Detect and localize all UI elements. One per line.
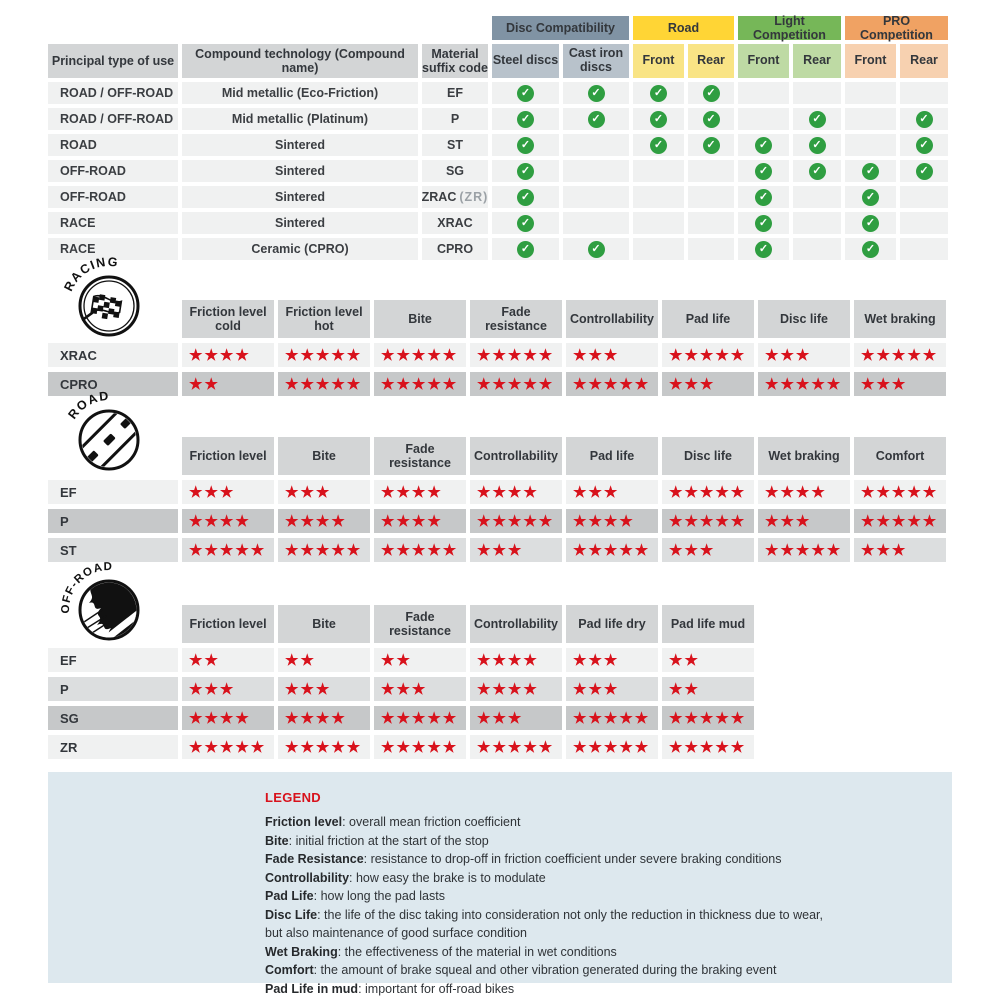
compat-tech-cell: Mid metallic (Platinum)	[182, 108, 418, 130]
compat-check-cell	[633, 134, 684, 156]
rating-row-label: P	[48, 677, 178, 701]
rating-column-header: Pad life mud	[662, 605, 754, 643]
check-icon: ✓	[755, 215, 772, 232]
check-icon: ✓	[588, 241, 605, 258]
legend-line: Fade Resistance: resistance to drop-off in friction coefficient under severe braking conditions	[265, 852, 782, 866]
rating-column-header: Controllability	[566, 300, 658, 338]
sub-header: Front	[738, 44, 789, 78]
star-rating: ★★★★	[374, 509, 466, 533]
check-icon: ✓	[517, 241, 534, 258]
star-rating: ★★★★★	[758, 538, 850, 562]
compat-check-cell	[900, 134, 948, 156]
compat-check-cell	[492, 212, 559, 234]
offroad-table	[48, 605, 754, 759]
check-icon: ✓	[809, 111, 826, 128]
rating-row-label: CPRO	[48, 372, 178, 396]
group-header: Disc Compatibility	[492, 16, 629, 40]
check-icon: ✓	[517, 111, 534, 128]
compat-check-cell	[738, 186, 789, 208]
legend-line: Controllability: how easy the brake is to modulate	[265, 870, 546, 885]
star-rating: ★★	[278, 648, 370, 672]
compat-check-cell	[688, 238, 734, 260]
star-rating: ★★★★★	[662, 735, 754, 759]
star-rating: ★★★★★	[374, 372, 466, 396]
compat-tech-cell: Sintered	[182, 160, 418, 182]
star-rating: ★★★	[566, 677, 658, 701]
star-rating: ★★★★★	[662, 480, 754, 504]
check-icon: ✓	[916, 163, 933, 180]
star-rating: ★★★★★	[566, 706, 658, 730]
check-icon: ✓	[650, 111, 667, 128]
compat-use-cell: RACE	[48, 212, 178, 234]
star-rating: ★★★★★	[374, 735, 466, 759]
rating-row-label: SG	[48, 706, 178, 730]
compat-check-cell	[793, 238, 841, 260]
check-icon: ✓	[650, 85, 667, 102]
star-rating: ★★★★★	[278, 735, 370, 759]
sub-header: Front	[633, 44, 684, 78]
compat-check-cell	[845, 82, 896, 104]
compat-check-cell	[793, 108, 841, 130]
star-rating: ★★★	[662, 538, 754, 562]
legend-term: Pad Life in mud	[265, 981, 359, 996]
column-header: Compound technology (Compound name)	[182, 44, 418, 78]
legend-term: Comfort	[265, 963, 314, 977]
rating-row-label: EF	[48, 480, 178, 504]
compat-code-cell: SG	[422, 160, 488, 182]
check-icon: ✓	[588, 111, 605, 128]
legend-term: Controllability	[265, 870, 350, 885]
legend-term: Friction level	[265, 815, 343, 829]
compat-table	[48, 16, 948, 260]
star-rating: ★★	[662, 677, 754, 701]
rating-row-label: ZR	[48, 735, 178, 759]
compat-check-cell	[563, 186, 629, 208]
compat-use-cell: ROAD / OFF-ROAD	[48, 82, 178, 104]
check-icon: ✓	[517, 163, 534, 180]
check-icon: ✓	[755, 137, 772, 154]
rating-column-header: Wet braking	[854, 300, 946, 338]
star-rating: ★★★★★	[278, 372, 370, 396]
legend-line: Pad Life: how long the pad lasts	[265, 889, 445, 903]
compat-check-cell	[563, 212, 629, 234]
group-header: Road	[633, 16, 734, 40]
rating-column-header: Bite	[278, 605, 370, 643]
check-icon: ✓	[862, 163, 879, 180]
compat-check-cell	[688, 186, 734, 208]
racing-table	[48, 300, 946, 396]
legend-line: Comfort: the amount of brake squeal and other vibration generated during the braking event	[265, 963, 777, 977]
compat-check-cell	[563, 108, 629, 130]
compat-check-cell	[793, 212, 841, 234]
compat-use-cell: OFF-ROAD	[48, 160, 178, 182]
star-rating: ★★	[182, 372, 274, 396]
legend-term: Bite	[265, 833, 289, 848]
compat-check-cell	[738, 134, 789, 156]
star-rating: ★★★★★	[662, 343, 754, 367]
star-rating: ★★★	[854, 372, 946, 396]
compat-check-cell	[688, 82, 734, 104]
compat-check-cell	[900, 186, 948, 208]
rating-column-header: Friction level	[182, 437, 274, 475]
star-rating: ★★	[374, 648, 466, 672]
compat-code-cell: ZRAC (ZR)	[422, 186, 488, 208]
star-rating: ★★★★★	[758, 372, 850, 396]
star-rating: ★★★	[470, 538, 562, 562]
compat-check-cell	[633, 108, 684, 130]
star-rating: ★★★★★	[566, 372, 658, 396]
sub-header: Rear	[900, 44, 948, 78]
legend-term: Fade Resistance	[265, 852, 364, 866]
star-rating: ★★★★★	[470, 372, 562, 396]
legend-title: LEGEND	[265, 790, 321, 805]
compat-check-cell	[738, 212, 789, 234]
compat-check-cell	[793, 186, 841, 208]
sub-header: Rear	[688, 44, 734, 78]
compat-check-cell	[793, 160, 841, 182]
legend-term: Disc Life	[265, 907, 318, 922]
column-header: Material suffix code	[422, 44, 488, 78]
star-rating: ★★★	[374, 677, 466, 701]
rating-column-header: Disc life	[758, 300, 850, 338]
check-icon: ✓	[916, 137, 933, 154]
star-rating: ★★★	[758, 343, 850, 367]
compat-check-cell	[845, 108, 896, 130]
star-rating: ★★★★★	[566, 538, 658, 562]
star-rating: ★★★★★	[662, 509, 754, 533]
star-rating: ★★★★	[566, 509, 658, 533]
rating-row-label: ST	[48, 538, 178, 562]
compat-check-cell	[738, 160, 789, 182]
check-icon: ✓	[755, 241, 772, 258]
road-table	[48, 437, 946, 562]
compat-check-cell	[845, 134, 896, 156]
compat-check-cell	[900, 238, 948, 260]
star-rating: ★★★★★	[854, 343, 946, 367]
compat-check-cell	[793, 82, 841, 104]
star-rating: ★★★★	[470, 677, 562, 701]
compat-check-cell	[845, 238, 896, 260]
check-icon: ✓	[809, 137, 826, 154]
star-rating: ★★★	[854, 538, 946, 562]
star-rating: ★★★★★	[854, 480, 946, 504]
star-rating: ★★★	[182, 480, 274, 504]
compat-check-cell	[900, 108, 948, 130]
rating-column-header: Fade resistance	[374, 605, 466, 643]
compat-check-cell	[688, 160, 734, 182]
star-rating: ★★★★	[470, 648, 562, 672]
compat-check-cell	[633, 212, 684, 234]
sub-header: Rear	[793, 44, 841, 78]
star-rating: ★★★	[662, 372, 754, 396]
compat-use-cell: OFF-ROAD	[48, 186, 178, 208]
compat-check-cell	[633, 186, 684, 208]
star-rating: ★★★	[278, 480, 370, 504]
star-rating: ★★★★★	[470, 735, 562, 759]
star-rating: ★★★	[182, 677, 274, 701]
offroad-label: OFF-ROAD	[59, 560, 114, 614]
legend-line: Bite: initial friction at the start of the stop	[265, 833, 489, 848]
compat-check-cell	[563, 160, 629, 182]
rating-column-header: Pad life dry	[566, 605, 658, 643]
star-rating: ★★★★	[374, 480, 466, 504]
rating-column-header: Controllability	[470, 437, 562, 475]
check-icon: ✓	[862, 241, 879, 258]
check-icon: ✓	[809, 163, 826, 180]
road-label: ROAD	[65, 390, 111, 422]
rating-row-label: XRAC	[48, 343, 178, 367]
compat-check-cell	[900, 212, 948, 234]
group-header: Light Competition	[738, 16, 841, 40]
compat-check-cell	[738, 238, 789, 260]
legend-panel	[48, 772, 952, 996]
legend-line: Disc Life: the life of the disc taking into consideration not only the reduction in thickness due to wear,	[265, 907, 823, 922]
compat-check-cell	[845, 160, 896, 182]
compat-check-cell	[633, 82, 684, 104]
compat-tech-cell: Ceramic (CPRO)	[182, 238, 418, 260]
star-rating: ★★★★★	[182, 735, 274, 759]
star-rating: ★★★★★	[374, 706, 466, 730]
check-icon: ✓	[703, 137, 720, 154]
legend-line: Wet Braking: the effectiveness of the material in wet conditions	[265, 944, 617, 959]
star-rating: ★★★★	[182, 706, 274, 730]
compat-check-cell	[900, 160, 948, 182]
check-icon: ✓	[517, 189, 534, 206]
star-rating: ★★★	[470, 706, 562, 730]
compat-use-cell: ROAD	[48, 134, 178, 156]
legend-term: Pad Life	[265, 889, 314, 903]
check-icon: ✓	[916, 111, 933, 128]
rating-column-header: Friction level	[182, 605, 274, 643]
rating-column-header: Friction level cold	[182, 300, 274, 338]
star-rating: ★★	[662, 648, 754, 672]
star-rating: ★★★★★	[278, 343, 370, 367]
check-icon: ✓	[755, 163, 772, 180]
star-rating: ★★★	[566, 480, 658, 504]
rating-row-label: EF	[48, 648, 178, 672]
star-rating: ★★★★★	[278, 538, 370, 562]
check-icon: ✓	[517, 85, 534, 102]
rating-column-header: Pad life	[566, 437, 658, 475]
legend-items	[265, 813, 932, 998]
check-icon: ✓	[517, 137, 534, 154]
compat-check-cell	[845, 186, 896, 208]
rating-column-header: Bite	[278, 437, 370, 475]
compat-check-cell	[563, 82, 629, 104]
compat-check-cell	[688, 108, 734, 130]
check-icon: ✓	[755, 189, 772, 206]
rating-column-header: Disc life	[662, 437, 754, 475]
rating-column-header: Pad life	[662, 300, 754, 338]
star-rating: ★★★★	[278, 706, 370, 730]
check-icon: ✓	[862, 215, 879, 232]
sub-header: Front	[845, 44, 896, 78]
compat-check-cell	[900, 82, 948, 104]
legend-line: Friction level: overall mean friction coefficient	[265, 815, 521, 829]
check-icon: ✓	[588, 85, 605, 102]
compat-check-cell	[563, 134, 629, 156]
star-rating: ★★★★	[470, 480, 562, 504]
star-rating: ★★★★★	[182, 538, 274, 562]
compat-check-cell	[492, 160, 559, 182]
star-rating: ★★★★★	[854, 509, 946, 533]
rating-row-label: P	[48, 509, 178, 533]
check-icon: ✓	[650, 137, 667, 154]
star-rating: ★★★	[566, 648, 658, 672]
check-icon: ✓	[517, 215, 534, 232]
compat-use-cell: ROAD / OFF-ROAD	[48, 108, 178, 130]
column-header: Principal type of use	[48, 44, 178, 78]
compat-check-cell	[492, 238, 559, 260]
sub-header: Steel discs	[492, 44, 559, 78]
compat-code-cell: CPRO	[422, 238, 488, 260]
compat-check-cell	[492, 82, 559, 104]
compat-code-cell: XRAC	[422, 212, 488, 234]
check-icon: ✓	[862, 189, 879, 206]
star-rating: ★★★★	[182, 509, 274, 533]
rating-column-header: Controllability	[470, 605, 562, 643]
sub-header: Cast iron discs	[563, 44, 629, 78]
star-rating: ★★★★★	[566, 735, 658, 759]
compat-check-cell	[492, 186, 559, 208]
compat-check-cell	[492, 134, 559, 156]
rating-column-header: Bite	[374, 300, 466, 338]
star-rating: ★★★	[278, 677, 370, 701]
star-rating: ★★★★★	[374, 343, 466, 367]
star-rating: ★★★★	[758, 480, 850, 504]
rating-column-header: Fade resistance	[470, 300, 562, 338]
racing-label: RACING	[61, 256, 120, 294]
check-icon: ✓	[703, 85, 720, 102]
compat-use-cell: RACE	[48, 238, 178, 260]
compat-code-cell: P	[422, 108, 488, 130]
compat-check-cell	[492, 108, 559, 130]
rating-column-header: Fade resistance	[374, 437, 466, 475]
legend-line: Pad Life in mud: important for off-road bikes	[265, 981, 515, 996]
compat-tech-cell: Sintered	[182, 186, 418, 208]
star-rating: ★★★★★	[470, 343, 562, 367]
star-rating: ★★★★	[182, 343, 274, 367]
compat-check-cell	[633, 160, 684, 182]
star-rating: ★★★	[566, 343, 658, 367]
compat-check-cell	[563, 238, 629, 260]
group-header: PRO Competition	[845, 16, 948, 40]
compat-tech-cell: Sintered	[182, 134, 418, 156]
star-rating: ★★★★★	[662, 706, 754, 730]
legend-line: but also maintenance of good surface condition	[265, 926, 527, 940]
compat-check-cell	[793, 134, 841, 156]
star-rating: ★★★★	[278, 509, 370, 533]
compat-check-cell	[738, 82, 789, 104]
rating-column-header: Wet braking	[758, 437, 850, 475]
star-rating: ★★★★★	[374, 538, 466, 562]
star-rating: ★★	[182, 648, 274, 672]
legend-term: Wet Braking	[265, 944, 338, 959]
compat-check-cell	[845, 212, 896, 234]
compat-code-cell: ST	[422, 134, 488, 156]
check-icon: ✓	[703, 111, 720, 128]
compat-check-cell	[633, 238, 684, 260]
compat-check-cell	[688, 212, 734, 234]
rating-column-header: Comfort	[854, 437, 946, 475]
compat-check-cell	[688, 134, 734, 156]
star-rating: ★★★	[758, 509, 850, 533]
compat-tech-cell: Mid metallic (Eco-Friction)	[182, 82, 418, 104]
compat-tech-cell: Sintered	[182, 212, 418, 234]
compat-code-cell: EF	[422, 82, 488, 104]
code-note: (ZR)	[459, 190, 489, 204]
star-rating: ★★★★★	[470, 509, 562, 533]
rating-column-header: Friction level hot	[278, 300, 370, 338]
compat-check-cell	[738, 108, 789, 130]
